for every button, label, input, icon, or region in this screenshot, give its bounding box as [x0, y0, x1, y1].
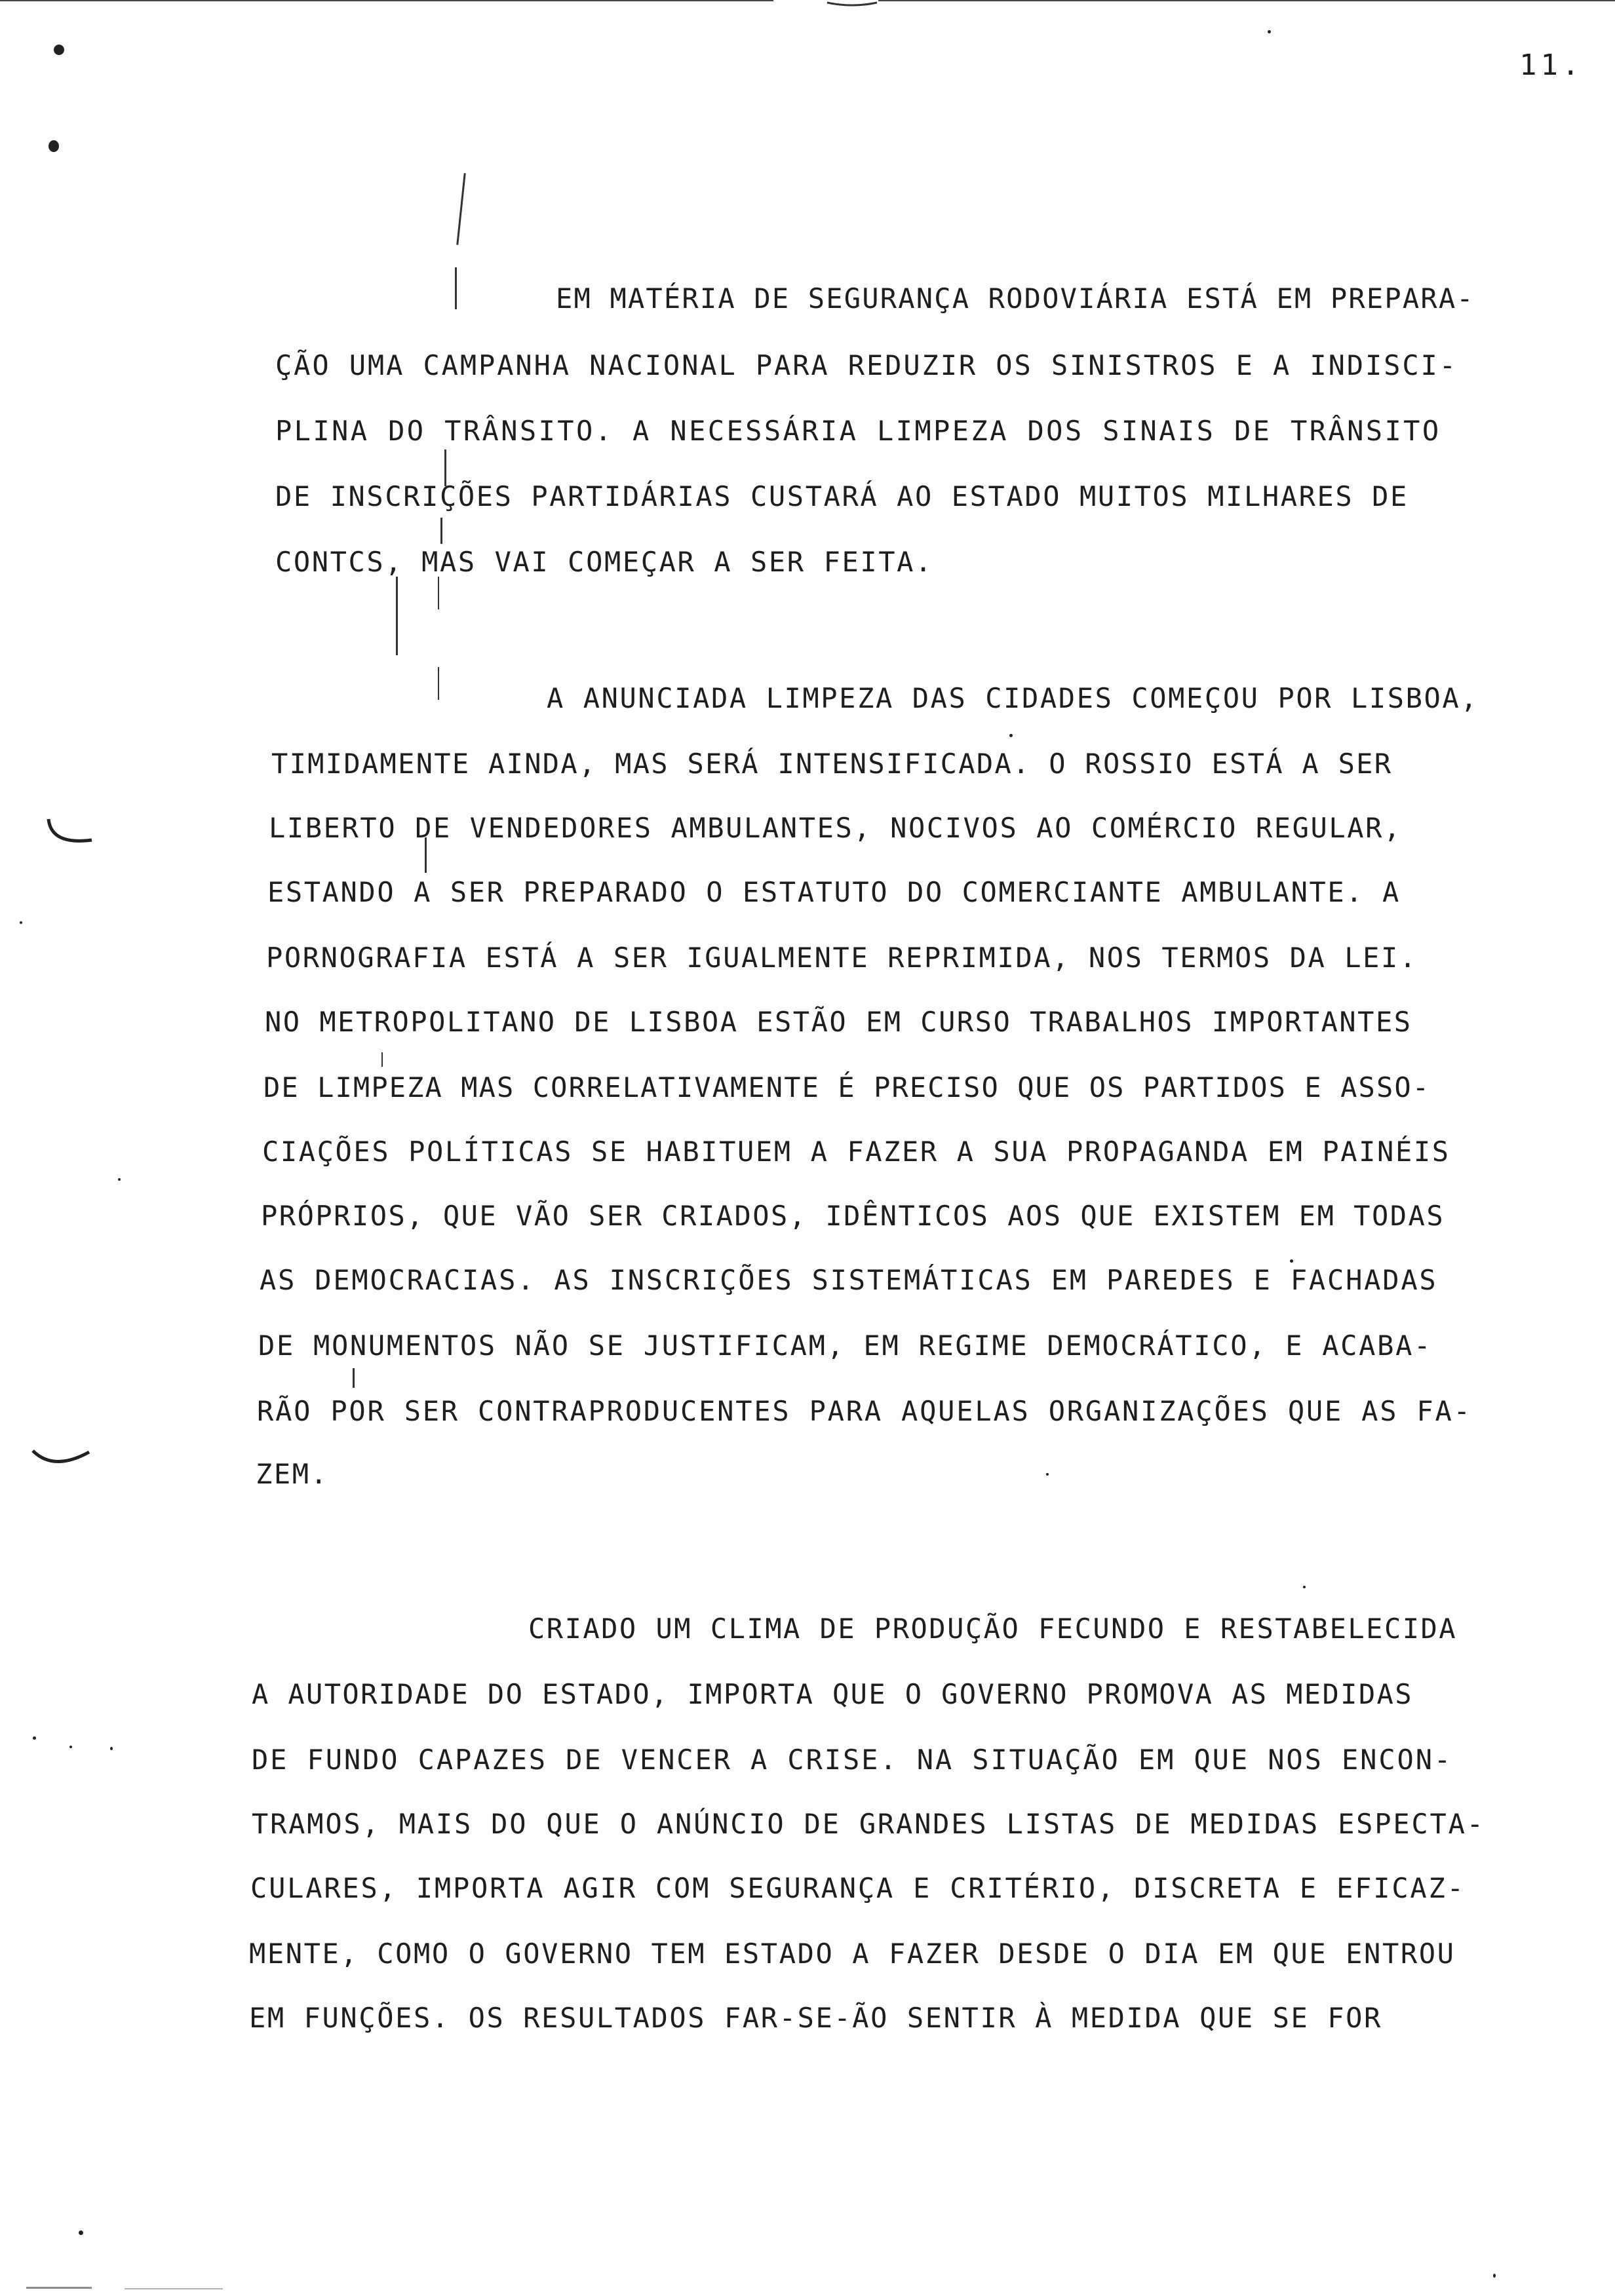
text-line: A AUTORIDADE DO ESTADO, IMPORTA QUE O GOVERNO PROMOVA AS MEDIDAS	[252, 1678, 1413, 1710]
pen-stroke	[396, 577, 398, 655]
speck	[1268, 30, 1271, 33]
pen-stroke	[456, 173, 465, 245]
text-line: DE LIMPEZA MAS CORRELATIVAMENTE É PRECISO QUE OS PARTIDOS E ASSO-	[263, 1071, 1431, 1103]
text-line: CONTCS, MAS VAI COMEÇAR A SER FEITA.	[275, 546, 933, 578]
text-line: ÇÃO UMA CAMPANHA NACIONAL PARA REDUZIR OS SINISTROS E A INDISCI-	[275, 349, 1458, 381]
text-line: TIMIDAMENTE AINDA, MAS SERÁ INTENSIFICADA. O ROSSIO ESTÁ A SER	[271, 748, 1393, 780]
speck	[118, 1178, 121, 1181]
text-line: EM FUNÇÕES. OS RESULTADOS FAR-SE-ÃO SENTIR À MEDIDA QUE SE FOR	[249, 2002, 1382, 2034]
text-line: NO METROPOLITANO DE LISBOA ESTÃO EM CURSO TRABALHOS IMPORTANTES	[265, 1006, 1412, 1038]
speck	[110, 1747, 113, 1750]
punch-hole-arc	[30, 1445, 93, 1472]
text-line: MENTE, COMO O GOVERNO TEM ESTADO A FAZER DESDE O DIA EM QUE ENTROU	[249, 1938, 1456, 1970]
top-edge-curve	[826, 0, 878, 9]
bottom-edge-noise	[125, 2288, 223, 2289]
text-line: RÃO POR SER CONTRAPRODUCENTES PARA AQUELAS ORGANIZAÇÕES QUE AS FA-	[257, 1395, 1472, 1427]
speck	[33, 1736, 36, 1740]
speck	[1290, 1259, 1293, 1263]
pen-stroke	[455, 267, 457, 309]
speck	[79, 2230, 83, 2235]
text-line: EM MATÉRIA DE SEGURANÇA RODOVIÁRIA ESTÁ EM PREPARA-	[556, 282, 1475, 315]
top-edge-line-left	[0, 0, 773, 1]
punch-hole-dot	[54, 45, 64, 55]
text-line: LIBERTO DE VENDEDORES AMBULANTES, NOCIVOS AO COMÉRCIO REGULAR,	[269, 812, 1402, 844]
text-line: DE MONUMENTOS NÃO SE JUSTIFICAM, EM REGIME DEMOCRÁTICO, E ACABA-	[258, 1330, 1433, 1362]
punch-hole-dot	[49, 140, 59, 152]
speck	[1493, 2274, 1496, 2278]
page-number: 11.	[1519, 48, 1584, 82]
text-line: CRIADO UM CLIMA DE PRODUÇÃO FECUNDO E RESTABELECIDA	[528, 1613, 1458, 1645]
text-line: CIAÇÕES POLÍTICAS SE HABITUEM A FAZER A SUA PROPAGANDA EM PAINÉIS	[262, 1136, 1450, 1168]
pen-stroke	[353, 1368, 355, 1388]
speck	[20, 921, 22, 924]
text-line: PLINA DO TRÂNSITO. A NECESSÁRIA LIMPEZA DOS SINAIS DE TRÂNSITO	[275, 415, 1441, 447]
text-line: ESTANDO A SER PREPARADO O ESTATUTO DO COMERCIANTE AMBULANTE. A	[267, 876, 1401, 908]
text-line: PORNOGRAFIA ESTÁ A SER IGUALMENTE REPRIMIDA, NOS TERMOS DA LEI.	[266, 942, 1418, 974]
text-line: CULARES, IMPORTA AGIR COM SEGURANÇA E CRITÉRIO, DISCRETA E EFICAZ-	[250, 1872, 1466, 1904]
text-line: DE INSCRIÇÕES PARTIDÁRIAS CUSTARÁ AO ESTADO MUITOS MILHARES DE	[275, 480, 1409, 512]
punch-hole-arc	[45, 816, 97, 853]
pen-stroke	[438, 667, 439, 700]
text-line: TRAMOS, MAIS DO QUE O ANÚNCIO DE GRANDES LISTAS DE MEDIDAS ESPECTA-	[252, 1808, 1485, 1840]
pen-stroke	[440, 518, 442, 544]
speck	[1009, 734, 1013, 737]
text-line: PRÓPRIOS, QUE VÃO SER CRIADOS, IDÊNTICOS AOS QUE EXISTEM EM TODAS	[261, 1200, 1445, 1232]
pen-stroke	[438, 577, 439, 609]
speck	[1046, 1473, 1049, 1476]
top-edge-line-right	[878, 0, 1615, 1]
text-line: AS DEMOCRACIAS. AS INSCRIÇÕES SISTEMÁTICAS EM PAREDES E FACHADAS	[260, 1264, 1438, 1296]
speck	[69, 1746, 72, 1748]
text-line: ZEM.	[256, 1458, 329, 1490]
pen-stroke	[381, 1052, 383, 1067]
bottom-edge-noise	[26, 2287, 92, 2289]
text-line: A ANUNCIADA LIMPEZA DAS CIDADES COMEÇOU POR LISBOA,	[547, 682, 1479, 714]
speck	[1303, 1586, 1306, 1588]
text-line: DE FUNDO CAPAZES DE VENCER A CRISE. NA SITUAÇÃO EM QUE NOS ENCON-	[252, 1744, 1453, 1776]
